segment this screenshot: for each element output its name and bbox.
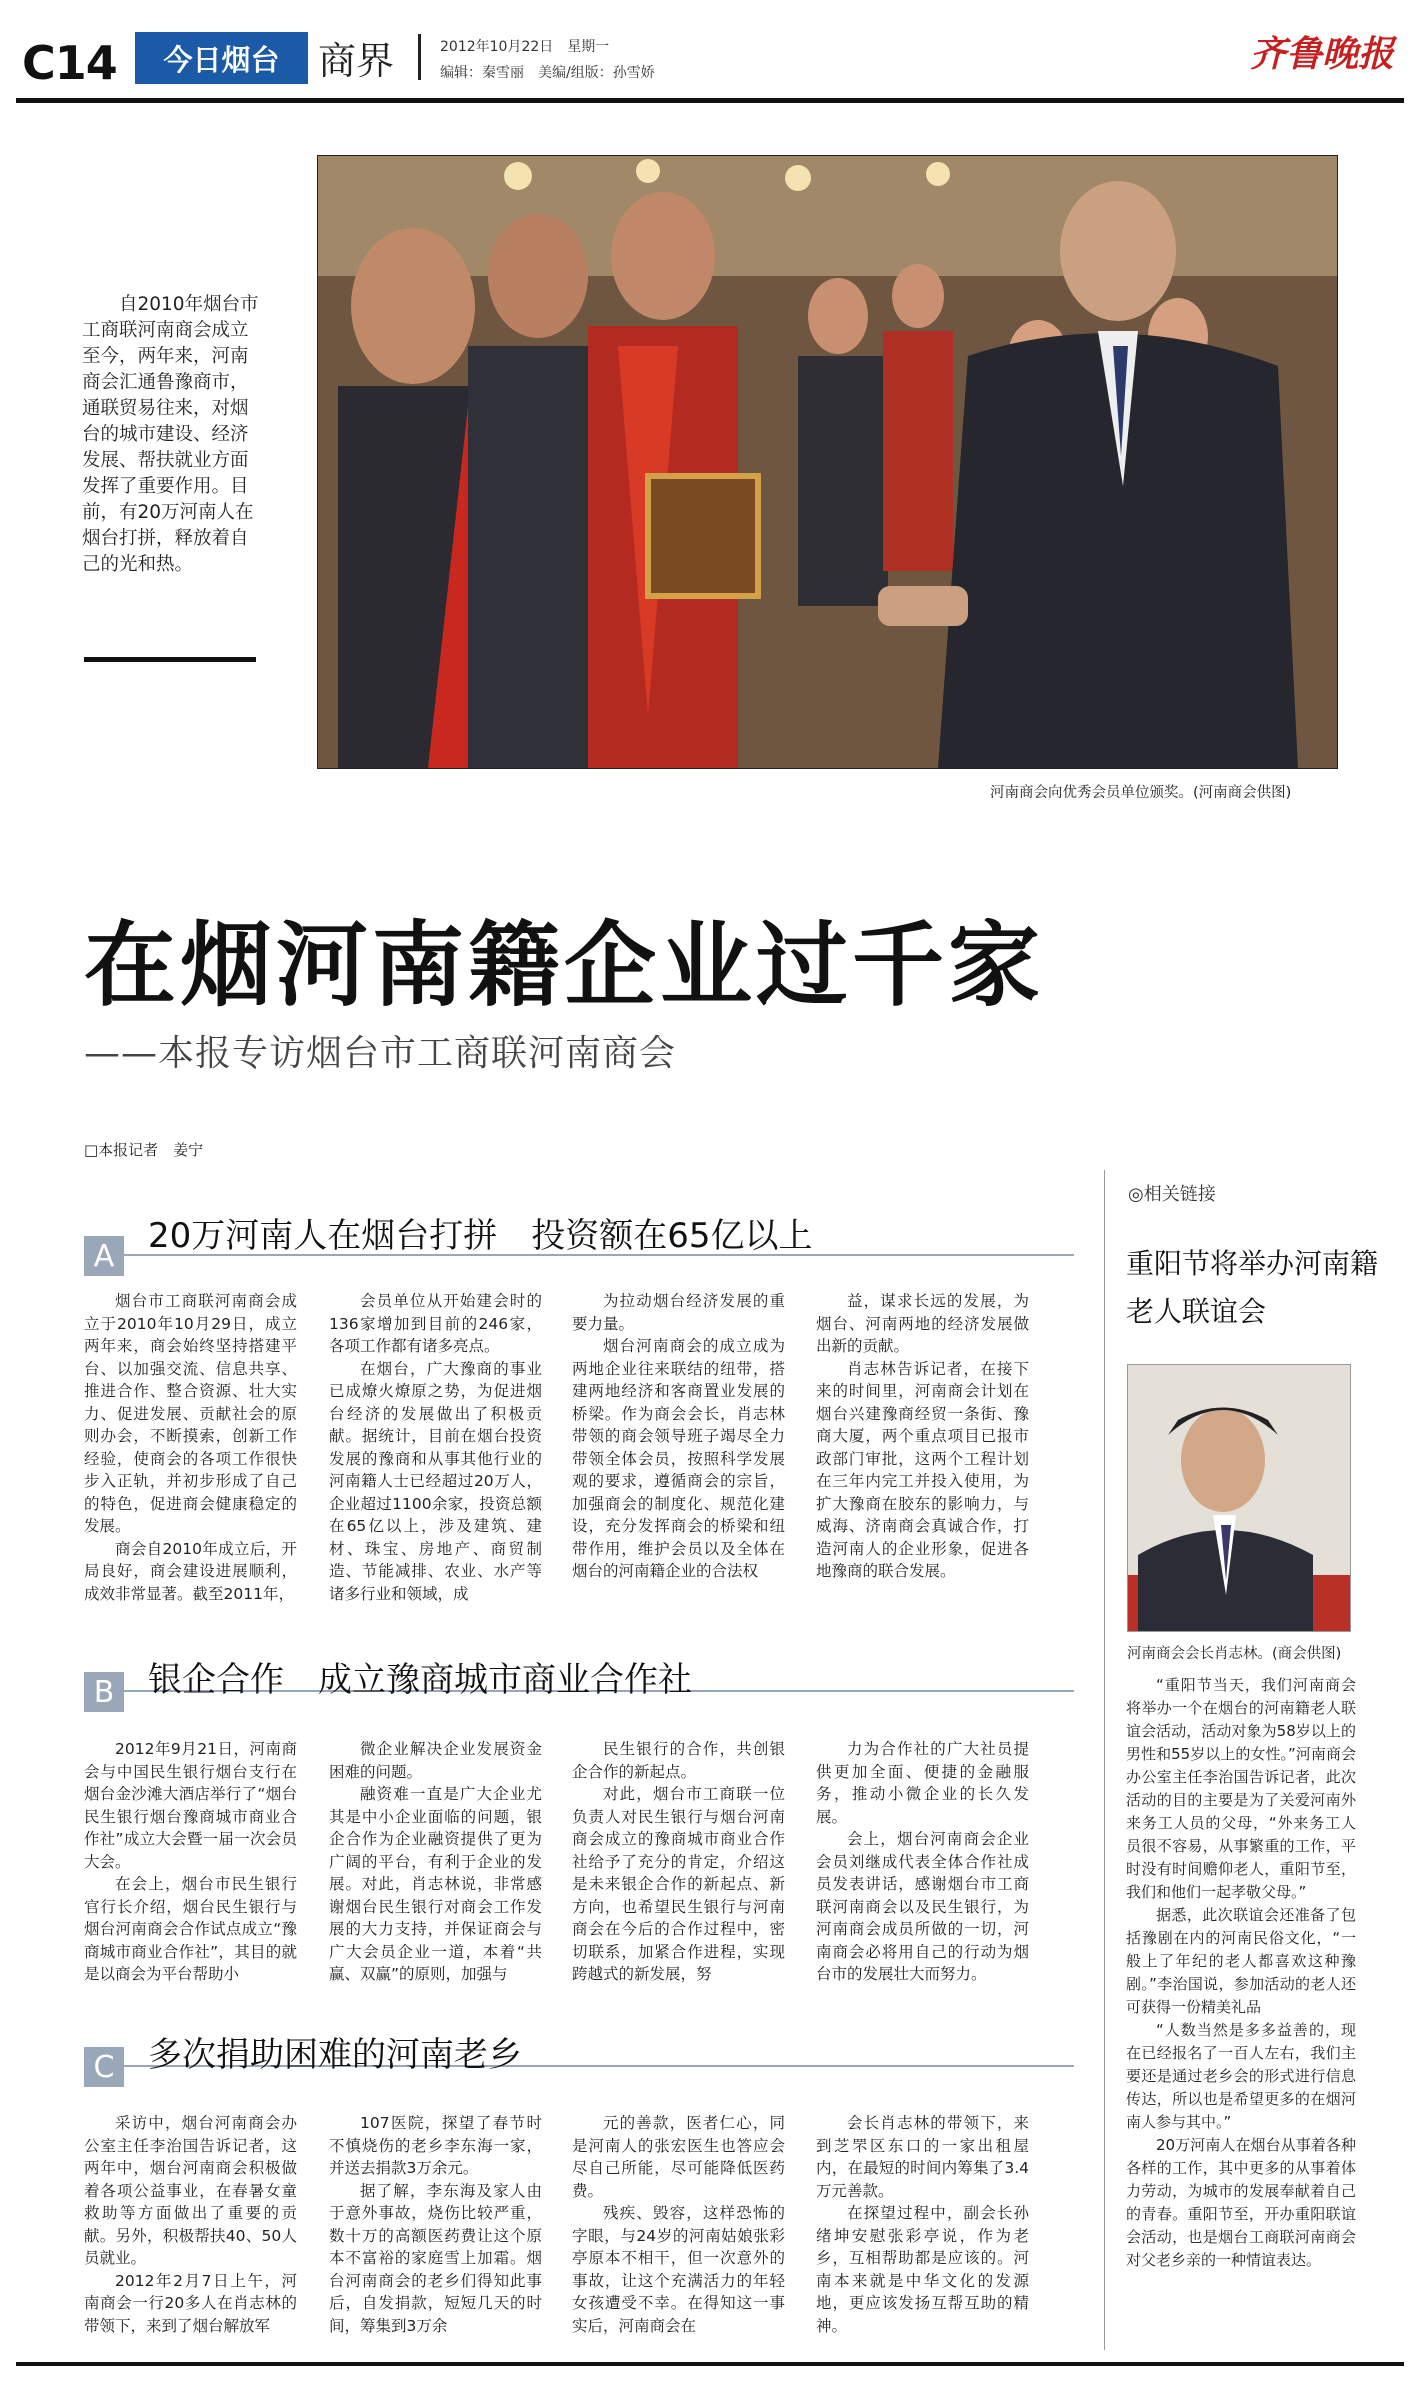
paragraph: 20万河南人在烟台从事着各种各样的工作，其中更多的从事着体力劳动，为城市的发展奉献着自己的青春。重阳节至，开办重阳联谊会活动，也是烟台工商联河南商会对父老乡亲的一种情谊表达。 [1126, 2136, 1356, 2269]
chairman-portrait [1127, 1364, 1351, 1632]
section-a-column-1 [84, 1290, 297, 1605]
section-c-column-1 [84, 2112, 297, 2337]
paragraph: 元的善款，医者仁心，同是河南人的张宏医生也答应会尽自己所能，尽可能降低医药费。 [572, 2114, 785, 2200]
paragraph: 肖志林告诉记者，在接下来的时间里，河南商会计划在烟台兴建豫商经贸一条街、豫商大厦，两个重点项目已报市政部门审批，这两个工程计划在三年内完工并投入使用，为扩大豫商在胶东的影响力，与威海、济南商会真诚合作，打造河南人的企业形象，促进各地豫商的联合发展。 [816, 1359, 1029, 1580]
header-rule [16, 98, 1404, 103]
related-link-label: ◎相关链接 [1128, 1184, 1216, 1205]
section-a-title: 20万河南人在烟台打拼 投资额在65亿以上 [148, 1216, 813, 1256]
section-a-column-3 [572, 1290, 785, 1583]
newspaper-logo: 齐鲁晚报 [1250, 33, 1395, 75]
paragraph: 据了解，李东海及家人由于意外事故，烧伤比较严重，数十万的高额医药费让这个原本不富裕的家庭雪上加霜。烟台河南商会的老乡们得知此事后，自发捐款，短短几天的时间，筹集到3万余 [329, 2181, 542, 2335]
paragraph: 烟台市工商联河南商会成立于2010年10月29日，成立两年来，商会始终坚持搭建平台、以加强交流、信息共享、推进合作、整合资源、壮大实力、促进发展、贡献社会的原则办会，不断摸索，创新工作经验，使商会的各项工作很快步入正轨，并初步形成了自己的特色，促进商会健康稳定的发展。 [84, 1292, 297, 1535]
paragraph: 益，谋求长远的发展，为烟台、河南两地的经济发展做出新的贡献。 [816, 1292, 1029, 1355]
paragraph: 商会自2010年成立后，开局良好，商会建设进展顺利，成效非常显著。截至2011年， [84, 1539, 297, 1603]
paragraph: 会上，烟台河南商会企业会员刘继成代表全体合作社成员发表讲话，感谢烟台市工商联河南商会以及民生银行，为河南商会成员所做的一切，河南商会必将用自己的行动为烟台市的发展壮大而努力。 [816, 1830, 1029, 1983]
section-tag: 今日烟台 [135, 32, 308, 84]
paragraph: 融资难一直是广大企业尤其是中小企业面临的问题，银企合作为企业融资提供了更为广阔的平台，有利于企业的发展。对此，肖志林说，非常感谢烟台民生银行对商会工作发展的大力支持，并保证商会与广大会员企业一道，本着“共赢、双赢”的原则，加强与 [329, 1785, 542, 1983]
paragraph: 微企业解决企业发展资金困难的问题。 [329, 1740, 542, 1781]
sidebar-body [1126, 1674, 1356, 2272]
award-photo [317, 155, 1338, 769]
paragraph: 为拉动烟台经济发展的重要力量。 [572, 1292, 785, 1333]
issue-date: 2012年10月22日 星期一 [440, 39, 610, 55]
header-divider [418, 34, 421, 80]
section-c-badge: C [84, 2047, 124, 2087]
paragraph: “人数当然是多多益善的，现在已经报名了一百人左右，我们主要还是通过老乡会的形式进行信息传达，所以也是希望更多的在烟河南人参与其中。” [1126, 2021, 1356, 2131]
intro-paragraph: 自2010年烟台市工商联河南商会成立至今，两年来，河南商会汇通鲁豫商市，通联贸易往来，对烟台的城市建设、经济发展、帮扶就业方面发挥了重要作用。目前，有20万河南人在烟台打拼，释放着自己的光和热。 [82, 294, 259, 575]
paragraph: 在探望过程中，副会长孙绪坤安慰张彩亭说，作为老乡，互相帮助都是应该的。河南本来就是中华文化的发源地，更应该发扬互帮互助的精神。 [816, 2204, 1029, 2335]
sidebar-divider [1104, 1170, 1105, 2350]
paragraph: 对此，烟台市工商联一位负责人对民生银行与烟台河南商会成立的豫商城市商业合作社给予了充分的肯定，介绍这是未来银企合作的新起点、新方向，也希望民生银行与河南商会在今后的合作过程中，密切联系，加紧合作进程，实现跨越式的新发展，努 [572, 1785, 785, 1983]
paragraph: 会长肖志林的带领下，来到芝罘区东口的一家出租屋内，在最短的时间内筹集了3.4万元善款。 [816, 2114, 1029, 2200]
paragraph: 采访中，烟台河南商会办公室主任李治国告诉记者，这两年中，烟台河南商会积极做着各项公益事业，在春暑女童救助等方面做出了重要的贡献。另外，积极帮扶40、50人员就业。 [84, 2114, 297, 2267]
intro-bar [84, 657, 256, 662]
paragraph: 2012年9月21日，河南商会与中国民生银行烟台支行在烟台金沙滩大酒店举行了“烟台民生银行烟台豫商城市商业合作社”成立大会暨一届一次会员大会。 [84, 1740, 297, 1871]
paragraph: 107医院，探望了春节时不慎烧伤的老乡李东海一家，并送去捐款3万余元。 [329, 2114, 542, 2177]
section-b-column-3 [572, 1738, 785, 1986]
section-a-column-2 [329, 1290, 542, 1605]
section-a-column-4 [816, 1290, 1029, 1583]
editor-credits: 编辑：秦雪丽 美编/组版：孙雪娇 [440, 65, 655, 81]
section-b-title: 银企合作 成立豫商城市商业合作社 [148, 1660, 692, 1700]
headline-title: 在烟河南籍企业过千家 [84, 912, 1045, 1019]
paragraph: 在会上，烟台市民生银行官行长介绍，烟台民生银行与烟台河南商会合作试点成立“豫商城市商业合作社”，其目的就是以商会为平台帮助小 [84, 1875, 297, 1983]
portrait-caption: 河南商会会长肖志林。(商会供图) [1127, 1646, 1342, 1662]
paragraph: 民生银行的合作，共创银企合作的新起点。 [572, 1740, 785, 1781]
section-b-column-2 [329, 1738, 542, 1986]
paragraph: “重阳节当天，我们河南商会将举办一个在烟台的河南籍老人联谊会活动，活动对象为58岁以上的男性和55岁以上的女性。”河南商会办公室主任李治国告诉记者，此次活动的目的主要是为了关爱河南外来务工人员的父母，“外来务工人员很不容易，从事繁重的工作，平时没有时间赡仰老人，重阳节至，我们和他们一起孝敬父母。” [1126, 1676, 1356, 1901]
paragraph: 烟台河南商会的成立成为两地企业往来联结的纽带，搭建两地经济和客商置业发展的桥梁。作为商会会长，肖志林带领的商会领导班子竭尽全力带领全体会员，按照科学发展观的要求，遵循商会的宗旨，加强商会的制度化、规范化建设，充分发挥商会的桥梁和纽带作用，维护会员以及全体在烟台的河南籍企业的合法权 [572, 1337, 785, 1580]
paragraph: 力为合作社的广大社员提供更加全面、便捷的金融服务，推动小微企业的长久发展。 [816, 1740, 1029, 1826]
page-number: C14 [22, 36, 117, 90]
paragraph: 残疾、毁容，这样恐怖的字眼，与24岁的河南姑娘张彩亭原本不相干，但一次意外的事故，让这个充满活力的年轻女孩遭受不幸。在得知这一事实后，河南商会在 [572, 2204, 785, 2335]
photo-caption: 河南商会向优秀会员单位颁奖。(河南商会供图) [990, 785, 1292, 801]
section-b-column-1 [84, 1738, 297, 1986]
paragraph: 在烟台，广大豫商的事业已成燎火燎原之势，为促进烟台经济的发展做出了积极贡献。据统计，目前在烟台投资发展的豫商和从事其他行业的河南籍人士已经超过20万人，企业超过1100余家，投资总额在65亿以上，涉及建筑、建材、珠宝、房地产、商贸制造、节能减排、农业、水产等诸多行业和领域，成 [329, 1359, 542, 1603]
section-c-title: 多次捐助困难的河南老乡 [148, 2035, 522, 2075]
section-b-badge: B [84, 1672, 124, 1712]
subsection-label: 商界 [318, 39, 395, 83]
sidebar-title: 重阳节将举办河南籍老人联谊会 [1126, 1247, 1379, 1328]
section-c-column-4 [816, 2112, 1029, 2337]
footer-rule [16, 2362, 1404, 2366]
section-c-column-2 [329, 2112, 542, 2337]
paragraph: 2012年2月7日上午，河南商会一行20多人在肖志林的带领下，来到了烟台解放军 [84, 2271, 297, 2335]
section-a-badge: A [84, 1236, 124, 1276]
reporter-byline: □本报记者 姜宁 [84, 1141, 204, 1159]
paragraph: 会员单位从开始建会时的136家增加到目前的246家，各项工作都有诸多亮点。 [329, 1292, 542, 1355]
section-c-column-3 [572, 2112, 785, 2337]
headline-subtitle: ——本报专访烟台市工商联河南商会 [84, 1033, 677, 1074]
section-b-column-4 [816, 1738, 1029, 1986]
paragraph: 据悉，此次联谊会还准备了包括豫剧在内的河南民俗文化，“一般上了年纪的老人都喜欢这种豫剧。”李治国说，参加活动的老人还可获得一份精美礼品 [1126, 1906, 1356, 2016]
